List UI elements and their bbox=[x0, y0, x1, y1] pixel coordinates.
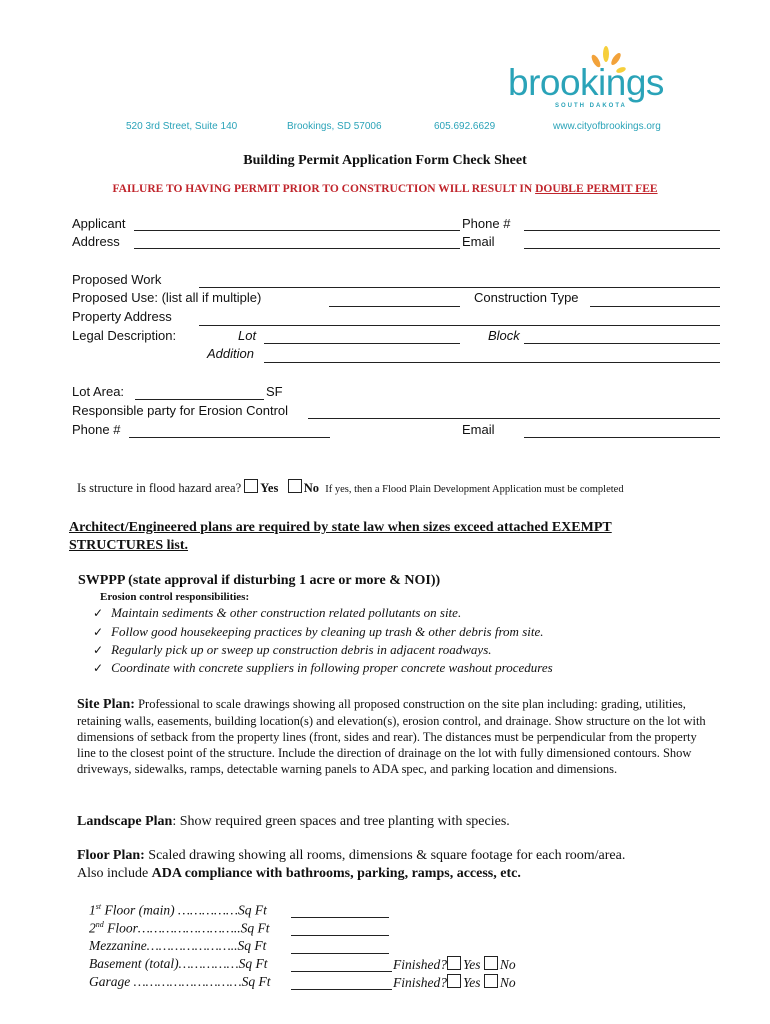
responsible-party-label: Responsible party for Erosion Control bbox=[72, 403, 289, 418]
email-label: Email bbox=[462, 234, 495, 249]
floor-plan-ada-prefix: Also include bbox=[77, 866, 152, 881]
proposed-use-label: Proposed Use: (list all if multiple) bbox=[72, 290, 262, 305]
basement-yes-checkbox[interactable] bbox=[447, 956, 461, 970]
list-item bbox=[93, 642, 492, 658]
mezzanine-label: Mezzanine…………………..Sq Ft bbox=[89, 938, 267, 953]
floor-plan-section bbox=[77, 848, 625, 864]
responsible-party-field[interactable] bbox=[308, 418, 720, 419]
second-floor-text: Floor……………………..Sq Ft bbox=[103, 920, 270, 936]
lot-area-field[interactable] bbox=[135, 399, 264, 400]
garage-yes-checkbox[interactable] bbox=[447, 974, 461, 988]
addition-label: Addition bbox=[207, 346, 254, 361]
email2-field[interactable] bbox=[524, 437, 720, 438]
warning-emphasis: DOUBLE PERMIT FEE bbox=[535, 183, 658, 195]
page-title: Building Permit Application Form Check Sheet bbox=[243, 153, 527, 168]
landscape-plan-body: : Show required green spaces and tree planting with species. bbox=[172, 814, 510, 829]
flood-no-checkbox[interactable] bbox=[288, 479, 302, 493]
garage-finished-row bbox=[393, 974, 516, 991]
site-plan-section bbox=[77, 696, 717, 777]
garage-no-label: No bbox=[499, 975, 516, 990]
flood-no-label: No bbox=[303, 481, 319, 495]
second-floor-sqft-field[interactable] bbox=[291, 935, 389, 936]
brookings-logo: brookings bbox=[508, 62, 664, 103]
proposed-use-field[interactable] bbox=[329, 306, 460, 307]
applicant-label: Applicant bbox=[72, 216, 126, 231]
first-floor-sqft-field[interactable] bbox=[291, 917, 389, 918]
site-plan-body: grading, utilities, retaining walls, easements, building location(s) and elevation(s), erosion control, and drainage. Show structure on the lot with dimensions of setback from the property lines (front, sides and rear). The distances must be perpendicular from the property line to the closest point of the structure. Include the direction of drainage on the lot with fully dimensioned contours. Show driveways, sidewalks, ramps, detectable warning panels to ADA spec, and parking location and dimensions. bbox=[77, 697, 706, 776]
proposed-work-field[interactable] bbox=[199, 287, 720, 288]
site-plan-heading: Site Plan: bbox=[77, 697, 135, 712]
email2-label: Email bbox=[462, 422, 495, 437]
first-floor-number: 1 bbox=[89, 902, 96, 918]
landscape-plan-heading: Landscape Plan bbox=[77, 814, 173, 829]
phone-label: Phone # bbox=[462, 216, 511, 231]
email-field[interactable] bbox=[524, 248, 720, 249]
basement-sqft-field[interactable] bbox=[291, 971, 392, 972]
warning-text: FAILURE TO HAVING PERMIT PRIOR TO CONSTRUCTION WILL RESULT IN bbox=[112, 183, 536, 195]
checkmark-icon: ✓ bbox=[93, 625, 104, 639]
checkmark-icon: ✓ bbox=[93, 661, 104, 675]
legal-description-label: Legal Description: bbox=[72, 328, 177, 343]
addition-field[interactable] bbox=[264, 362, 720, 363]
construction-type-label: Construction Type bbox=[474, 290, 579, 305]
basement-label: Basement (total)……………Sq Ft bbox=[89, 956, 268, 971]
flood-yes-label: Yes bbox=[260, 481, 279, 495]
phone-field[interactable] bbox=[524, 230, 720, 231]
list-item-text: Maintain sediments & other construction related pollutants on site. bbox=[111, 605, 462, 620]
architect-notice-line2: STRUCTURES list. bbox=[69, 538, 189, 553]
list-item bbox=[93, 605, 461, 621]
basement-no-checkbox[interactable] bbox=[484, 956, 498, 970]
basement-no-label: No bbox=[499, 957, 516, 972]
checkmark-icon: ✓ bbox=[93, 606, 104, 620]
list-item-text: Coordinate with concrete suppliers in following proper concrete washout procedures bbox=[111, 660, 553, 675]
construction-type-field[interactable] bbox=[590, 306, 720, 307]
floor-plan-ada-bold: ADA compliance with bathrooms, parking, ramps, access, etc. bbox=[151, 866, 521, 881]
erosion-subheading: Erosion control responsibilities: bbox=[100, 591, 250, 603]
checkmark-icon: ✓ bbox=[93, 643, 104, 657]
office-phone: 605.692.6629 bbox=[434, 121, 496, 132]
property-address-field[interactable] bbox=[199, 325, 720, 326]
mezzanine-sqft-field[interactable] bbox=[291, 953, 389, 954]
permit-warning bbox=[0, 183, 770, 195]
address-label: Address bbox=[72, 234, 120, 249]
property-address-label: Property Address bbox=[72, 309, 172, 324]
second-floor-label bbox=[89, 920, 270, 937]
garage-no-checkbox[interactable] bbox=[484, 974, 498, 988]
second-floor-number: 2 bbox=[89, 920, 96, 936]
swppp-heading: SWPPP (state approval if disturbing 1 acre or more & NOI)) bbox=[78, 573, 441, 588]
floor-plan-body: Scaled drawing showing all rooms, dimensions & square footage for each room/area. bbox=[144, 848, 626, 863]
first-floor-label bbox=[89, 902, 267, 919]
second-floor-suffix: nd bbox=[95, 920, 104, 929]
list-item bbox=[93, 624, 544, 640]
architect-notice bbox=[69, 519, 612, 555]
website-link[interactable]: www.cityofbrookings.org bbox=[553, 121, 661, 132]
basement-finished-label: Finished? bbox=[393, 957, 447, 972]
proposed-work-label: Proposed Work bbox=[72, 272, 162, 287]
sf-unit: SF bbox=[266, 384, 283, 399]
flood-yes-checkbox[interactable] bbox=[244, 479, 258, 493]
address-street: 520 3rd Street, Suite 140 bbox=[126, 121, 238, 132]
garage-label: Garage ………………………Sq Ft bbox=[89, 974, 271, 989]
first-floor-suffix: st bbox=[95, 902, 102, 911]
floor-plan-ada bbox=[77, 866, 521, 882]
flood-question-row bbox=[77, 479, 624, 496]
basement-yes-label: Yes bbox=[463, 957, 481, 972]
block-label: Block bbox=[488, 328, 520, 343]
landscape-plan-section bbox=[77, 814, 510, 830]
garage-finished-label: Finished? bbox=[393, 975, 447, 990]
basement-finished-row bbox=[393, 956, 516, 973]
phone2-field[interactable] bbox=[129, 437, 330, 438]
list-item bbox=[93, 660, 553, 676]
phone2-label: Phone # bbox=[72, 422, 121, 437]
lot-label: Lot bbox=[238, 328, 257, 343]
logo-subtitle: SOUTH DAKOTA bbox=[555, 103, 627, 109]
list-item-text: Regularly pick up or sweep up construction debris in adjacent roadways. bbox=[111, 642, 492, 657]
architect-notice-line1: Architect/Engineered plans are required by state law when sizes exceed attached EXEMPT bbox=[69, 520, 612, 535]
list-item-text: Follow good housekeeping practices by cleaning up trash & other debris from site. bbox=[111, 624, 544, 639]
lot-area-label: Lot Area: bbox=[72, 384, 125, 399]
first-floor-text: Floor (main) ……………Sq Ft bbox=[101, 902, 267, 918]
flood-note: If yes, then a Flood Plain Development Application must be completed bbox=[325, 484, 624, 495]
address-field[interactable] bbox=[134, 248, 460, 249]
lot-field[interactable] bbox=[264, 343, 460, 344]
applicant-field[interactable] bbox=[134, 230, 460, 231]
garage-yes-label: Yes bbox=[463, 975, 481, 990]
garage-sqft-field[interactable] bbox=[291, 989, 392, 990]
flood-question: Is structure in flood hazard area? bbox=[77, 481, 242, 495]
floor-plan-heading: Floor Plan: bbox=[77, 848, 145, 863]
block-field[interactable] bbox=[524, 343, 720, 344]
address-city: Brookings, SD 57006 bbox=[287, 121, 382, 132]
site-plan-lead: Professional to scale drawings showing all proposed construction on the site plan including: bbox=[134, 697, 598, 711]
